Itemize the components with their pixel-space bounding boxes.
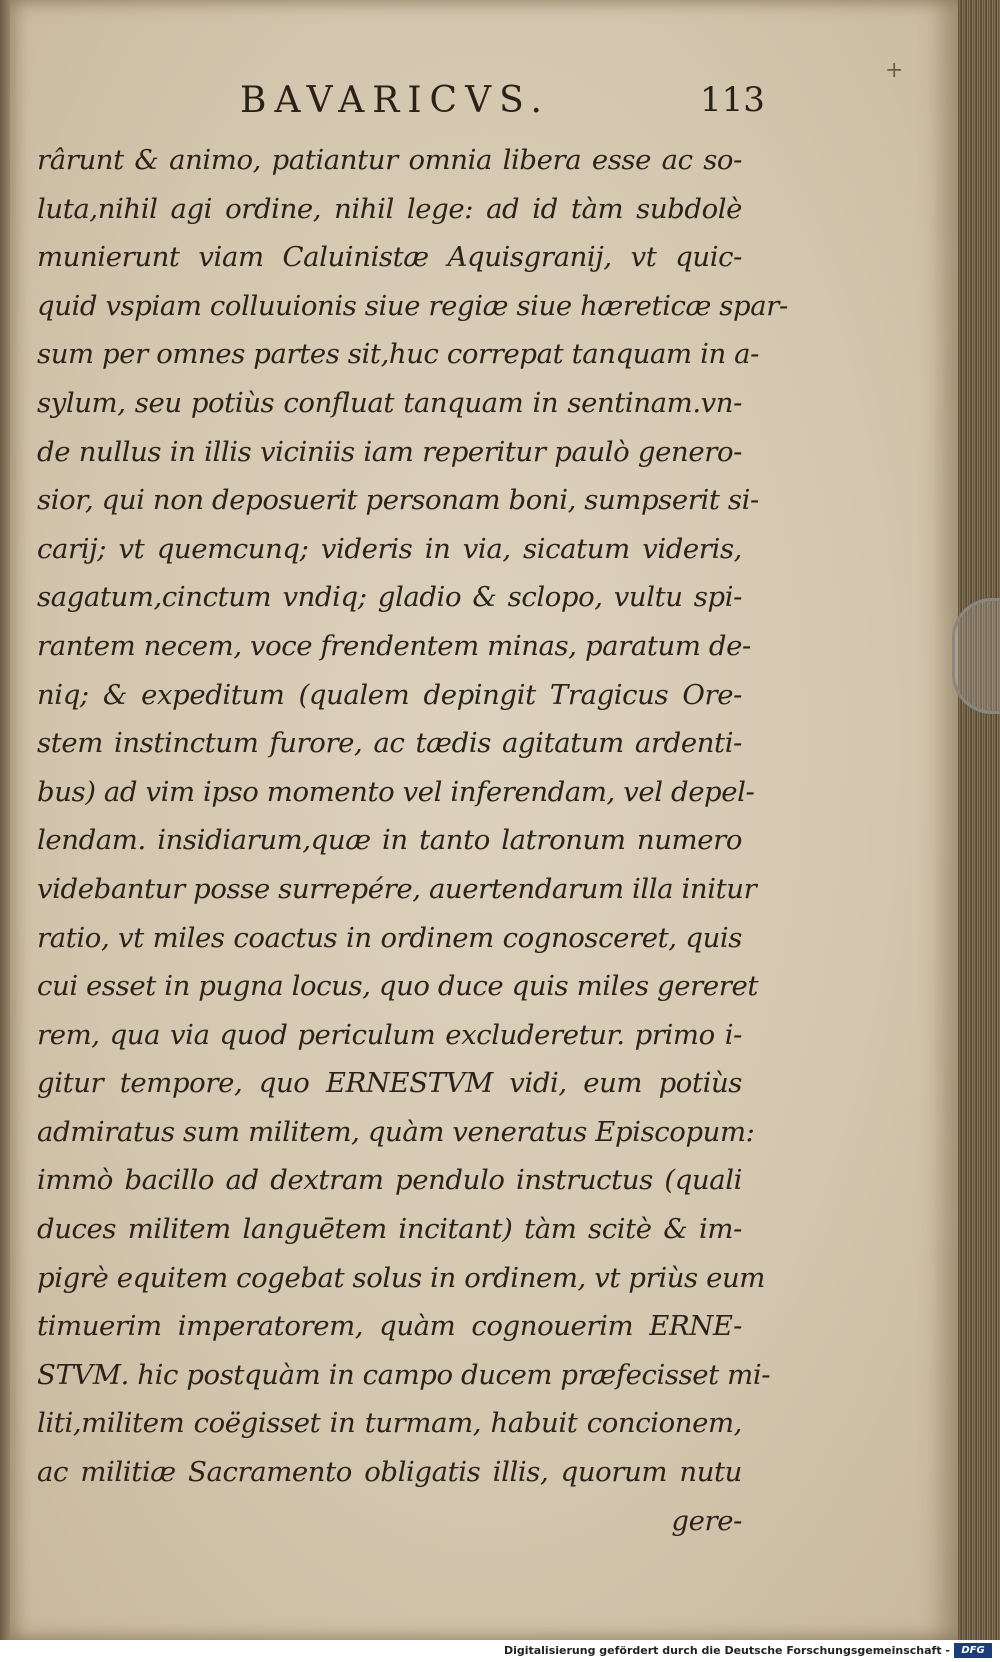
text-line: cui esset in pugna locus, quo duce quis miles gereret (37, 970, 758, 1003)
text-line: munierunt viam Caluinistæ Aquisgranij, vt quic- (37, 241, 742, 274)
text-line: sylum, seu potiùs confluat tanquam in sentinam.vn- (37, 386, 742, 419)
page-corner-mark: + (885, 58, 904, 83)
page-clip (952, 598, 1000, 714)
text-line: quid vspiam colluuionis siue regiæ siue hæreticæ spar- (37, 289, 788, 322)
text-line: de nullus in illis viciniis iam reperitur paulò genero- (37, 435, 742, 468)
margin-bleed-marks (12, 160, 26, 960)
page-number: 113 (700, 80, 765, 120)
text-line: immò bacillo ad dextram pendulo instructus (quali (37, 1164, 742, 1197)
book-page (10, 0, 960, 1640)
text-line: sagatum,cinctum vndiq; gladio & sclopo, vultu spi- (37, 581, 742, 614)
body-text (37, 136, 788, 1545)
text-line: sior, qui non deposuerit personam boni, sumpserit si- (37, 484, 759, 517)
page-stack-edge (958, 0, 1000, 1640)
text-line: stem instinctum furore, ac tædis agitatum ardenti- (37, 727, 742, 760)
text-line: carij; vt quemcunq; videris in via, sicatum videris, (37, 532, 742, 565)
text-line: timuerim imperatorem, quàm cognouerim ERNE- (37, 1310, 742, 1343)
page-header (10, 80, 960, 140)
text-line: STVM. hic postquàm in campo ducem præfecisset mi- (37, 1358, 771, 1391)
text-line: admiratus sum militem, quàm veneratus Episcopum: (37, 1115, 755, 1148)
funding-notice: Digitalisierung gefördert durch die Deutsche Forschungsgemeinschaft - (503, 1644, 950, 1657)
text-line: bus) ad vim ipso momento vel inferendam, vel depel- (37, 775, 755, 808)
text-line: luta,nihil agi ordine, nihil lege: ad id tàm subdolè (37, 192, 742, 225)
dfg-logo: DFG (954, 1643, 992, 1658)
text-line: videbantur posse surrepére, auertendarum illa initur (37, 872, 757, 905)
text-line: lendam. insidiarum,quæ in tanto latronum numero (37, 824, 742, 857)
text-line: rârunt & animo, patiantur omnia libera esse ac so- (37, 144, 742, 176)
footer-bar (0, 1640, 1000, 1662)
text-line: ac militiæ Sacramento obligatis illis, quorum nutu (37, 1456, 742, 1489)
text-line: rem, qua via quod periculum excluderetur. primo i- (37, 1018, 742, 1051)
text-line: gere- (671, 1504, 742, 1537)
text-line: duces militem languētem incitant) tàm scitè & im- (37, 1213, 742, 1246)
text-line: liti,militem coëgisset in turmam, habuit concionem, (37, 1407, 742, 1440)
text-line: ratio, vt miles coactus in ordinem cognosceret, quis (37, 921, 742, 954)
text-line: pigrè equitem cogebat solus in ordinem, vt priùs eum (37, 1261, 765, 1294)
text-line: gitur tempore, quo ERNESTVM vidi, eum potiùs (37, 1067, 742, 1100)
running-head: BAVARICVS. (240, 80, 550, 121)
text-line: niq; & expeditum (qualem depingit Tragicus Ore- (37, 678, 742, 711)
text-line: sum per omnes partes sit,huc correpat tanquam in a- (37, 338, 760, 371)
text-line: rantem necem, voce frendentem minas, paratum de- (37, 629, 751, 662)
